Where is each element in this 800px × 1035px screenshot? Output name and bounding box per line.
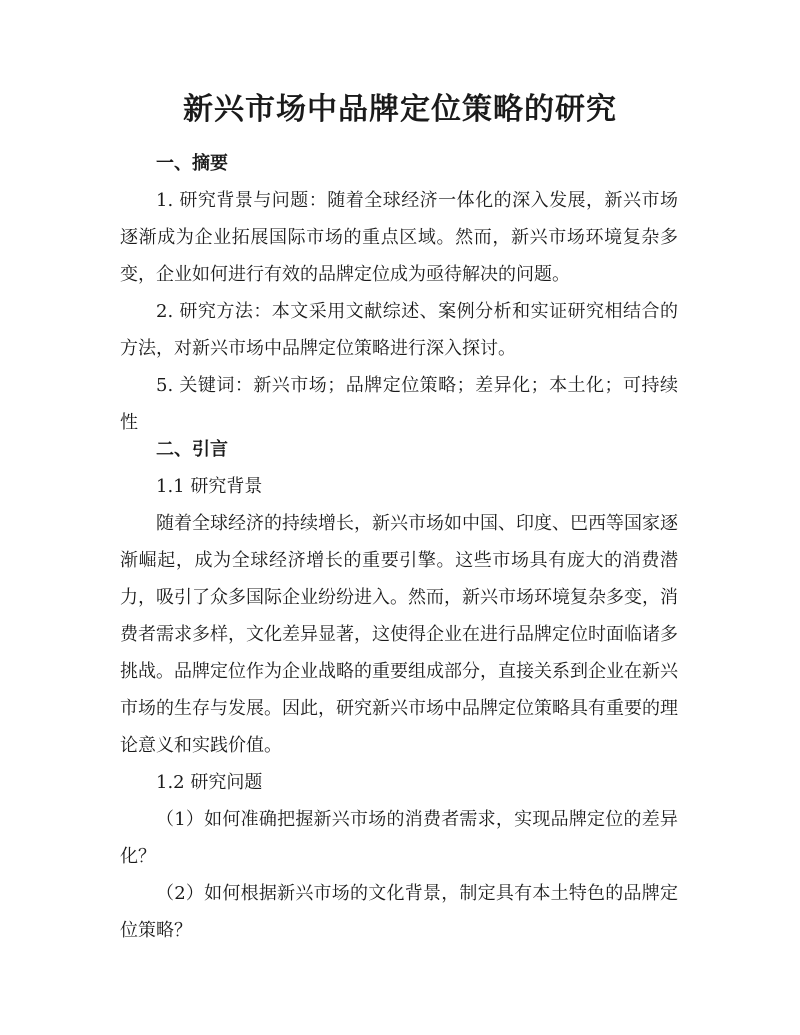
document-title: 新兴市场中品牌定位策略的研究 — [183, 92, 617, 127]
research-question-2: （2）如何根据新兴市场的文化背景，制定具有本土特色的品牌定位策略？ — [120, 883, 678, 941]
subsection-title-background: 1.1 研究背景 — [156, 476, 263, 497]
abstract-item-background: 1. 研究背景与问题：随着全球经济一体化的深入发展，新兴市场逐渐成为企业拓展国际市场的重点区域。然而，新兴市场环境复杂多变，企业如何进行有效的品牌定位成为亟待解决的问题。 — [120, 190, 678, 285]
paragraph-background: 随着全球经济的持续增长，新兴市场如中国、印度、巴西等国家逐渐崛起，成为全球经济增长的重要引擎。这些市场具有庞大的消费潜力，吸引了众多国际企业纷纷进入。然而，新兴市场环境复杂多变，消费者需求多样，文化差异显著，这使得企业在进行品牌定位时面临诸多挑战。品牌定位作为企业战略的重要组成部分，直接关系到企业在新兴市场的生存与发展。因此，研究新兴市场中品牌定位策略具有重要的理论意义和实践价值。 — [120, 513, 678, 756]
research-question-1: （1）如何准确把握新兴市场的消费者需求，实现品牌定位的差异化？ — [120, 809, 678, 867]
section-heading-abstract: 一、摘要 — [156, 153, 228, 174]
abstract-item-method: 2. 研究方法：本文采用文献综述、案例分析和实证研究相结合的方法，对新兴市场中品牌定位策略进行深入探讨。 — [120, 301, 678, 359]
subsection-title-questions: 1.2 研究问题 — [156, 772, 263, 793]
section-heading-intro: 二、引言 — [156, 439, 228, 460]
abstract-item-keywords: 5. 关键词：新兴市场；品牌定位策略；差异化；本土化；可持续性 — [120, 375, 678, 433]
